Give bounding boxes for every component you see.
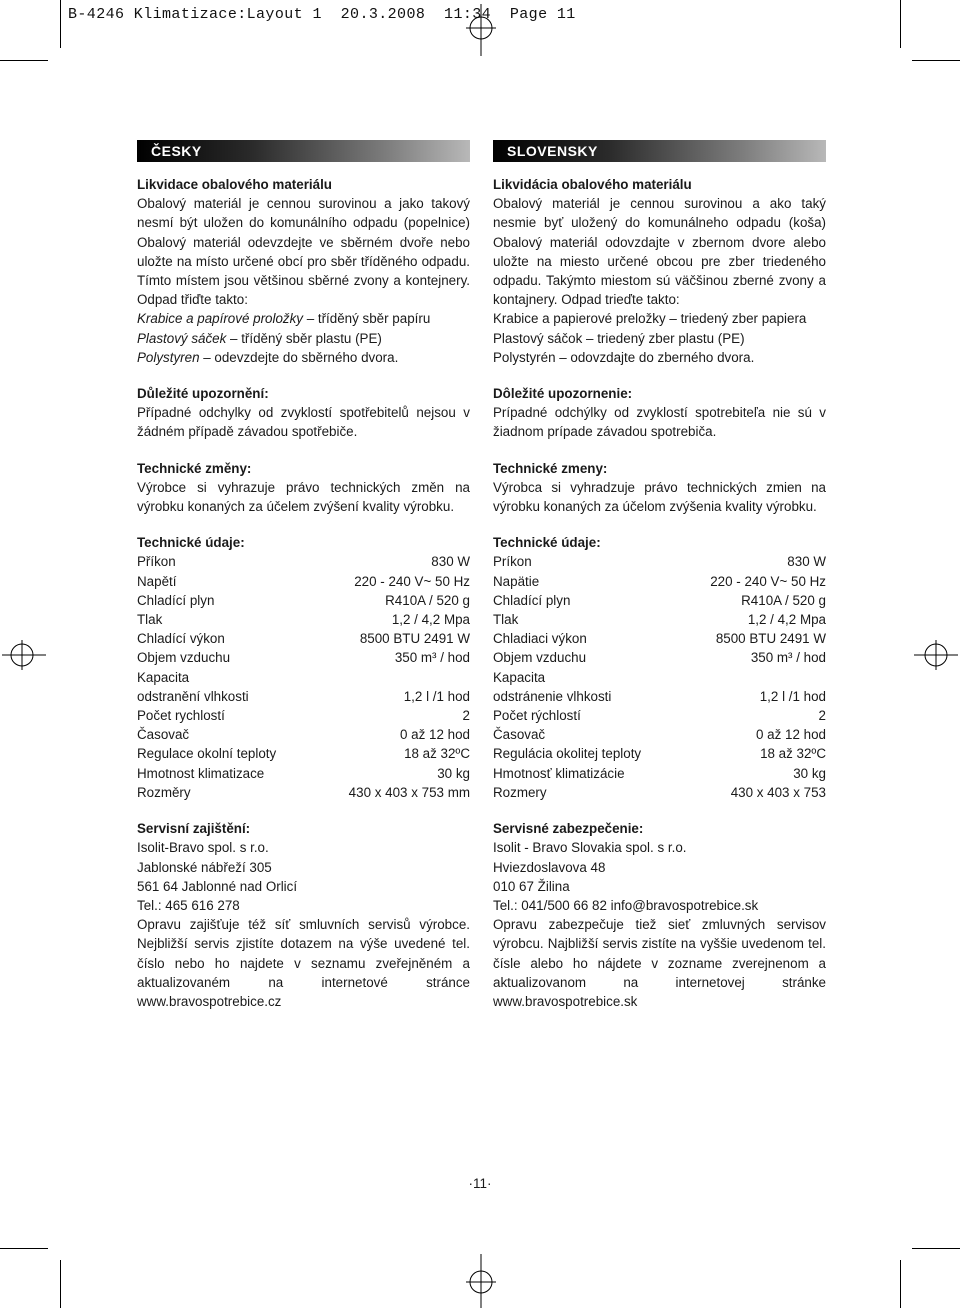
spec-row: Počet rychlostí 2: [137, 708, 470, 724]
crop-mark: [912, 1248, 960, 1249]
packaging-text: Obalový materiál je cennou surovinou a ako taký nesmie byť uložený do komunálneho odpadu (koša) Obalový materiál odovzdajte v zbernom dvore alebo uložte na miesto určené obcou pre zber triedeného odpadu. Takýmto miestom sú väčšinou zberné zvony a kontajnery. Odpad trieďte takto:: [493, 196, 826, 308]
changes-title: Technické zmeny:: [493, 460, 608, 476]
service-text: Opravu zajišťuje též síť smluvních servisů výrobce. Nejbližší servis zjistíte dotazem na výše uvedené tel. číslo nebo ho najdete v seznamu zveřejněném a aktualizovaném na internetové stránce www.bravospotrebice.cz: [137, 917, 470, 1009]
service-line: 010 67 Žilina: [493, 878, 570, 894]
service-line: Jablonské nábřeží 305: [137, 859, 272, 875]
notice-title: Důležité upozornění:: [137, 386, 269, 402]
service-text: Opravu zabezpečuje tiež sieť zmluvných servisov výrobcu. Najbližší servis zistíte na vyššie uvedenom tel. čísle alebo ho nájdete v zozname zverejnenom a aktualizovanom na internetovej stránke www.bravospotrebice.sk: [493, 917, 826, 1009]
specs-table: [137, 552, 470, 802]
spec-row: Objem vzduchu 350 m³ / hod: [493, 650, 826, 666]
spec-row: Napětí 220 - 240 V~ 50 Hz: [137, 573, 470, 589]
crop-mark: [0, 1248, 48, 1249]
spec-row: odstranění vlhkosti 1,2 l /1 hod: [137, 688, 470, 704]
spec-row: Časovač 0 až 12 hod: [493, 727, 826, 743]
section-header-slovak: SLOVENSKY: [493, 140, 826, 162]
notice-text: Prípadné odchýlky od zvyklostí spotrebiteľa nie sú v žiadnom prípade závadou spotrebiča.: [493, 405, 826, 440]
spec-row: Rozměry 430 x 403 x 753 mm: [137, 784, 470, 800]
registration-mark-left: [2, 638, 46, 672]
spec-row: Časovač 0 až 12 hod: [137, 727, 470, 743]
registration-mark-top: [464, 4, 498, 56]
sort-item: Polystyren – odevzdejte do sběrného dvora.: [137, 349, 399, 365]
slovak-column: [493, 140, 826, 1011]
service-line: Tel.: 465 616 278: [137, 897, 240, 913]
spec-row: Napätie 220 - 240 V~ 50 Hz: [493, 573, 826, 589]
spec-row: Objem vzduchu 350 m³ / hod: [137, 650, 470, 666]
sort-item: Krabice a papírové proložky – tříděný sběr papíru: [137, 311, 431, 327]
czech-column: [137, 140, 470, 1011]
specs-title: Technické údaje:: [137, 535, 245, 551]
spec-row: Rozmery 430 x 403 x 753: [493, 784, 826, 800]
spec-row: Hmotnost klimatizace 30 kg: [137, 765, 470, 781]
section-header-czech: ČESKY: [137, 140, 470, 162]
spec-row: Hmotnosť klimatizácie 30 kg: [493, 765, 826, 781]
spec-row: Príkon 830 W: [493, 554, 826, 570]
sort-item: Krabice a papierové preložky – triedený zber papiera: [493, 311, 807, 327]
sort-item: Plastový sáček – tříděný sběr plastu (PE): [137, 330, 382, 346]
spec-row: Tlak 1,2 / 4,2 Mpa: [137, 612, 470, 628]
service-line: Hviezdoslavova 48: [493, 859, 606, 875]
spec-row: odstránenie vlhkosti 1,2 l /1 hod: [493, 688, 826, 704]
registration-mark-bottom: [464, 1254, 498, 1308]
crop-mark: [60, 0, 61, 48]
crop-mark: [900, 0, 901, 48]
crop-mark: [60, 1260, 61, 1308]
spec-row: Počet rýchlostí 2: [493, 708, 826, 724]
spec-row: Tlak 1,2 / 4,2 Mpa: [493, 612, 826, 628]
service-title: Servisné zabezpečenie:: [493, 821, 644, 837]
sort-item: Plastový sáčok – triedený zber plastu (PE): [493, 330, 745, 346]
notice-text: Případné odchylky od zvyklostí spotřebitelů nejsou v žádném případě závadou spotřebiče.: [137, 405, 470, 440]
spec-row: Chladiaci výkon 8500 BTU 2491 W: [493, 631, 826, 647]
spec-row: Chladící plyn R410A / 520 g: [493, 592, 826, 608]
service-title: Servisní zajištění:: [137, 821, 251, 837]
sort-item: Polystyrén – odovzdajte do zberného dvora.: [493, 349, 755, 365]
crop-mark: [912, 60, 960, 61]
service-line: Tel.: 041/500 66 82 info@bravospotrebice.sk: [493, 897, 759, 913]
changes-text: Výrobce si vyhrazuje právo technických změn na výrobku konaných za účelem zvýšení kvality výrobku.: [137, 479, 470, 515]
spec-row: Chladící plyn R410A / 520 g: [137, 592, 470, 608]
packaging-text: Obalový materiál je cennou surovinou a jako takový nesmí být uložen do komunálního odpadu (popelnice) Obalový materiál odevzdejte ve sběrném dvoře nebo uložte na místo určené obcí pro sběr tříděného odpadu. Tímto místem jsou většinou sběrné zvony a kontejnery. Odpad třiďte takto:: [137, 196, 470, 308]
specs-table: [493, 552, 826, 802]
service-line: 561 64 Jablonné nad Orlicí: [137, 878, 298, 894]
crop-mark: [0, 60, 48, 61]
crop-mark: [900, 1260, 901, 1308]
packaging-title: Likvidace obalového materiálu: [137, 177, 332, 192]
page-number: ·11·: [468, 1176, 492, 1191]
specs-title: Technické údaje:: [493, 535, 601, 551]
spec-row: Příkon 830 W: [137, 554, 470, 570]
registration-mark-right: [914, 638, 958, 672]
spec-row: Regulácia okolitej teploty 18 až 32ºC: [493, 746, 826, 762]
notice-title: Dôležité upozornenie:: [493, 386, 633, 402]
print-slug: B-4246 Klimatizace:Layout 1 20.3.2008 11:34 Page 11: [68, 6, 576, 23]
service-line: Isolit-Bravo spol. s r.o.: [137, 840, 269, 856]
spec-row: Kapacita: [137, 669, 190, 685]
packaging-title: Likvidácia obalového materiálu: [493, 177, 692, 192]
spec-row: Regulace okolní teploty 18 až 32ºC: [137, 746, 470, 762]
changes-title: Technické změny:: [137, 460, 252, 476]
service-line: Isolit - Bravo Slovakia spol. s r.o.: [493, 840, 687, 856]
changes-text: Výrobca si vyhradzuje právo technických zmien na výrobku konaných za účelom zvýšenia kvality výrobku.: [493, 479, 826, 515]
spec-row: Chladící výkon 8500 BTU 2491 W: [137, 631, 470, 647]
spec-row: Kapacita: [493, 669, 546, 685]
